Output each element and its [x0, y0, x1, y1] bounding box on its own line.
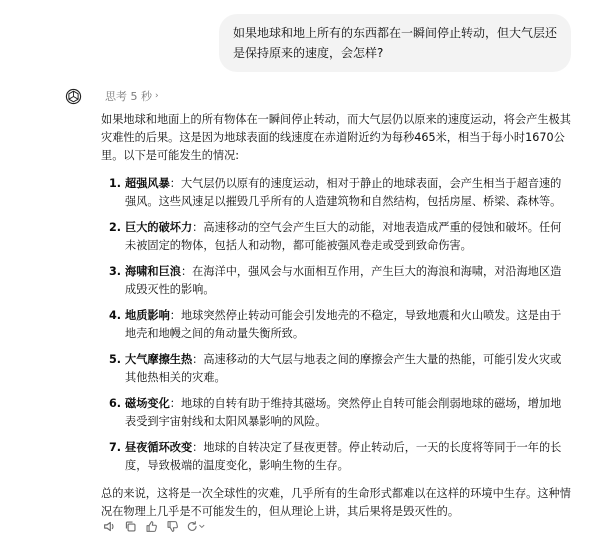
- read-aloud-icon[interactable]: [102, 519, 116, 533]
- thumbs-down-icon[interactable]: [165, 519, 179, 533]
- list-item-number: 7.: [109, 441, 122, 454]
- thought-toggle[interactable]: [105, 88, 159, 104]
- answer-intro: 如果地球和地面上的所有物体在一瞬间停止转动，而大气层仍以原来的速度运动，将会产生极其灾难性的后果。这是因为地球表面的线速度在赤道附近约为每秒465米，相当于每小时1670公里。以下是可能发生的情况:: [101, 113, 571, 162]
- list-item-title: 大气摩擦生热: [125, 353, 193, 366]
- copy-icon[interactable]: [123, 519, 137, 533]
- thought-label-text: 思考 5 秒: [105, 90, 152, 103]
- assistant-answer: [101, 111, 571, 531]
- list-item-text: ：大气层仍以原有的速度运动，相对于静止的地球表面，会产生相当于超音速的强风。这些风速足以摧毁几乎所有的人造建筑物和自然结构，包括房屋、桥梁、森林等。: [125, 177, 562, 208]
- list-item: [101, 175, 571, 211]
- list-item-text: ：在海洋中，强风会与水面相互作用，产生巨大的海浪和海啸，对沿海地区造成毁灭性的影响。: [125, 265, 562, 296]
- user-message-text: 如果地球和地上所有的东西都在一瞬间停止转动，但大气层还是保持原来的速度，会怎样?: [233, 26, 558, 60]
- list-item-title: 海啸和巨浪: [125, 265, 181, 278]
- regenerate-icon[interactable]: [186, 519, 206, 533]
- list-item: [101, 219, 571, 255]
- list-item: [101, 395, 571, 431]
- list-item-text: ：地球的自转决定了昼夜更替。停止转动后，一天的长度将等同于一年的长度，导致极端的温度变化，影响生物的生存。: [125, 441, 562, 472]
- answer-list: [101, 175, 571, 475]
- list-item-number: 6.: [109, 397, 122, 410]
- list-item: [101, 307, 571, 343]
- list-item: [101, 351, 571, 387]
- list-item-text: ：高速移动的大气层与地表之间的摩擦会产生大量的热能，可能引发火灾或其他热相关的灾难。: [125, 353, 562, 384]
- list-item-title: 超强风暴: [125, 177, 170, 190]
- list-item-title: 磁场变化: [125, 397, 170, 410]
- thumbs-up-icon[interactable]: [144, 519, 158, 533]
- list-item: [101, 263, 571, 299]
- list-item-number: 5.: [109, 353, 122, 366]
- list-item-number: 3.: [109, 265, 122, 278]
- list-item-number: 4.: [109, 309, 122, 322]
- answer-conclusion: 总的来说，这将是一次全球性的灾难，几乎所有的生命形式都难以在这样的环境中生存。这种情况在物理上几乎是不可能发生的，但从理论上讲，其后果将是毁灭性的。: [101, 487, 571, 518]
- list-item-text: ：地球的自转有助于维持其磁场。突然停止自转可能会削弱地球的磁场，增加地表受到宇宙射线和太阳风暴影响的风险。: [125, 397, 562, 428]
- list-item-text: ：地球突然停止转动可能会引发地壳的不稳定，导致地震和火山喷发。这是由于地壳和地幔之间的角动量失衡所致。: [125, 309, 562, 340]
- assistant-avatar: [64, 87, 82, 105]
- list-item: [101, 439, 571, 475]
- list-item-title: 巨大的破坏力: [125, 221, 193, 234]
- list-item-number: 1.: [109, 177, 122, 190]
- chevron-right-icon: ›: [155, 91, 159, 101]
- chevron-down-icon: [198, 522, 206, 530]
- list-item-number: 2.: [109, 221, 122, 234]
- openai-logo-icon: [65, 88, 82, 105]
- list-item-title: 地质影响: [125, 309, 170, 322]
- list-item-text: ：高速移动的空气会产生巨大的动能，对地表造成严重的侵蚀和破坏。任何未被固定的物体，包括人和动物，都可能被强风卷走或受到致命伤害。: [125, 221, 562, 252]
- message-actions: [102, 519, 206, 533]
- user-message-bubble: [219, 14, 571, 72]
- list-item-title: 昼夜循环改变: [125, 441, 193, 454]
